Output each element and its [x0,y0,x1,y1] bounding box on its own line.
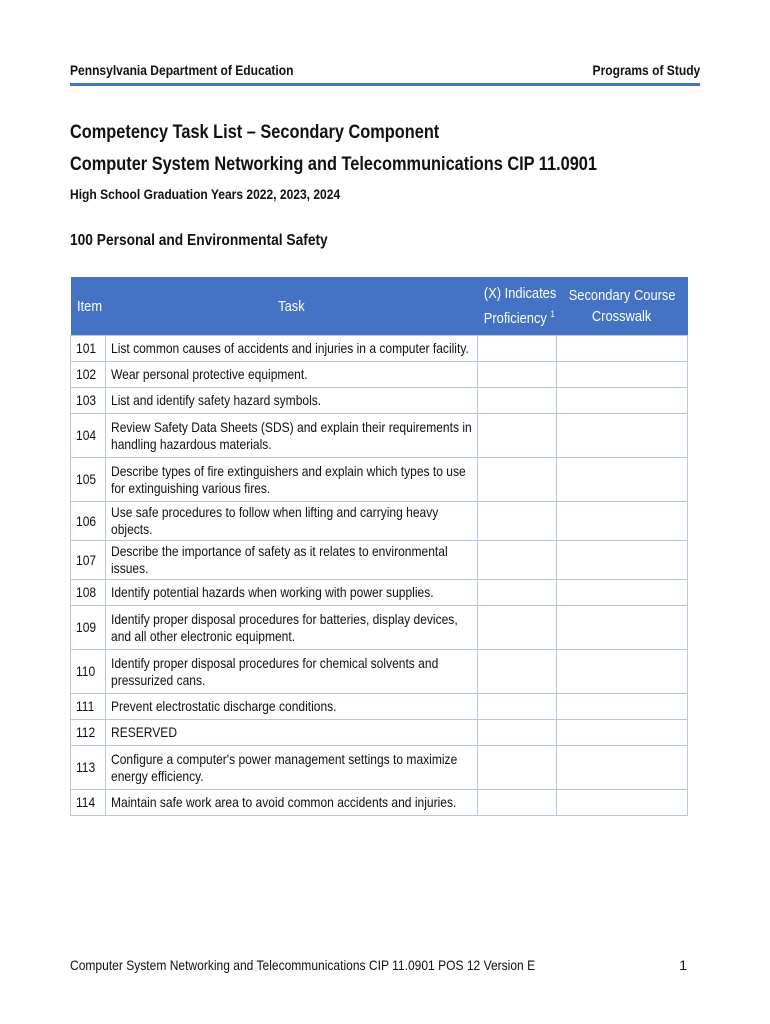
column-header-proficiency: (X) Indicates Proficiency $^1$ [478,277,557,336]
table-row [71,720,688,746]
crosswalk-cell [557,502,688,541]
page-footer [70,957,687,977]
doc-title: Competency Task List – Secondary Component [70,122,440,143]
item-number: 111 [71,694,106,720]
header-rule [70,83,700,86]
task-description: Wear personal protective equipment. [106,362,478,388]
table-row [71,746,688,790]
proficiency-cell [478,502,557,541]
item-number: 113 [71,746,106,790]
table-row [71,694,688,720]
column-header-item: Item [71,277,106,336]
page-number: 1 [679,957,687,973]
proficiency-cell [478,362,557,388]
item-number: 106 [71,502,106,541]
proficiency-cell [478,388,557,414]
task-description: Use safe procedures to follow when lifting and carrying heavy objects. [106,502,478,541]
crosswalk-cell [557,746,688,790]
proficiency-cell [478,336,557,362]
crosswalk-cell [557,336,688,362]
footer-document-id: Computer System Networking and Telecommunications CIP 11.0901 POS 12 Version E [70,957,536,973]
proficiency-cell [478,790,557,816]
task-description: Prevent electrostatic discharge conditions. [106,694,478,720]
graduation-years: High School Graduation Years 2022, 2023, 2024 [70,186,341,202]
task-description: Describe types of fire extinguishers and explain which types to use for extinguishing various fires. [106,458,478,502]
table-row [71,362,688,388]
task-description: Describe the importance of safety as it relates to environmental issues. [106,541,478,580]
proficiency-cell [478,580,557,606]
item-number: 105 [71,458,106,502]
task-description: List common causes of accidents and injuries in a computer facility. [106,336,478,362]
crosswalk-cell [557,541,688,580]
table-row [71,502,688,541]
task-description: Identify proper disposal procedures for batteries, display devices, and all other electronic equipment. [106,606,478,650]
proficiency-cell [478,650,557,694]
doc-subtitle: Computer System Networking and Telecommunications CIP 11.0901 [70,154,597,175]
table-row [71,336,688,362]
table-row [71,606,688,650]
table-row [71,650,688,694]
crosswalk-cell [557,650,688,694]
task-description: Identify proper disposal procedures for chemical solvents and pressurized cans. [106,650,478,694]
table-row [71,388,688,414]
crosswalk-cell [557,606,688,650]
table-row [71,458,688,502]
header-program: Programs of Study [592,62,700,78]
item-number: 108 [71,580,106,606]
task-description: Review Safety Data Sheets (SDS) and explain their requirements in handling hazardous materials. [106,414,478,458]
table-row [71,541,688,580]
item-number: 102 [71,362,106,388]
table-row [71,790,688,816]
task-description: Identify potential hazards when working with power supplies. [106,580,478,606]
task-description: RESERVED [106,720,478,746]
proficiency-cell [478,694,557,720]
crosswalk-cell [557,388,688,414]
table-body [71,336,688,816]
item-number: 110 [71,650,106,694]
proficiency-cell [478,458,557,502]
item-number: 112 [71,720,106,746]
crosswalk-cell [557,414,688,458]
item-number: 107 [71,541,106,580]
proficiency-cell [478,414,557,458]
crosswalk-cell [557,458,688,502]
crosswalk-cell [557,720,688,746]
item-number: 114 [71,790,106,816]
task-description: Configure a computer's power management settings to maximize energy efficiency. [106,746,478,790]
item-number: 103 [71,388,106,414]
crosswalk-cell [557,790,688,816]
header-organization: Pennsylvania Department of Education [70,62,294,78]
crosswalk-cell [557,694,688,720]
table-header-row [71,277,688,336]
proficiency-cell [478,720,557,746]
competency-task-table [70,277,688,816]
crosswalk-cell [557,362,688,388]
column-header-crosswalk: Secondary Course Crosswalk [557,277,688,336]
column-header-task: Task [106,277,478,336]
crosswalk-cell [557,580,688,606]
proficiency-cell [478,541,557,580]
page-header [70,60,700,86]
task-description: List and identify safety hazard symbols. [106,388,478,414]
section-heading: 100 Personal and Environmental Safety [70,232,328,249]
table-row [71,414,688,458]
proficiency-cell [478,606,557,650]
proficiency-cell [478,746,557,790]
task-description: Maintain safe work area to avoid common accidents and injuries. [106,790,478,816]
item-number: 109 [71,606,106,650]
table-row [71,580,688,606]
item-number: 104 [71,414,106,458]
item-number: 101 [71,336,106,362]
